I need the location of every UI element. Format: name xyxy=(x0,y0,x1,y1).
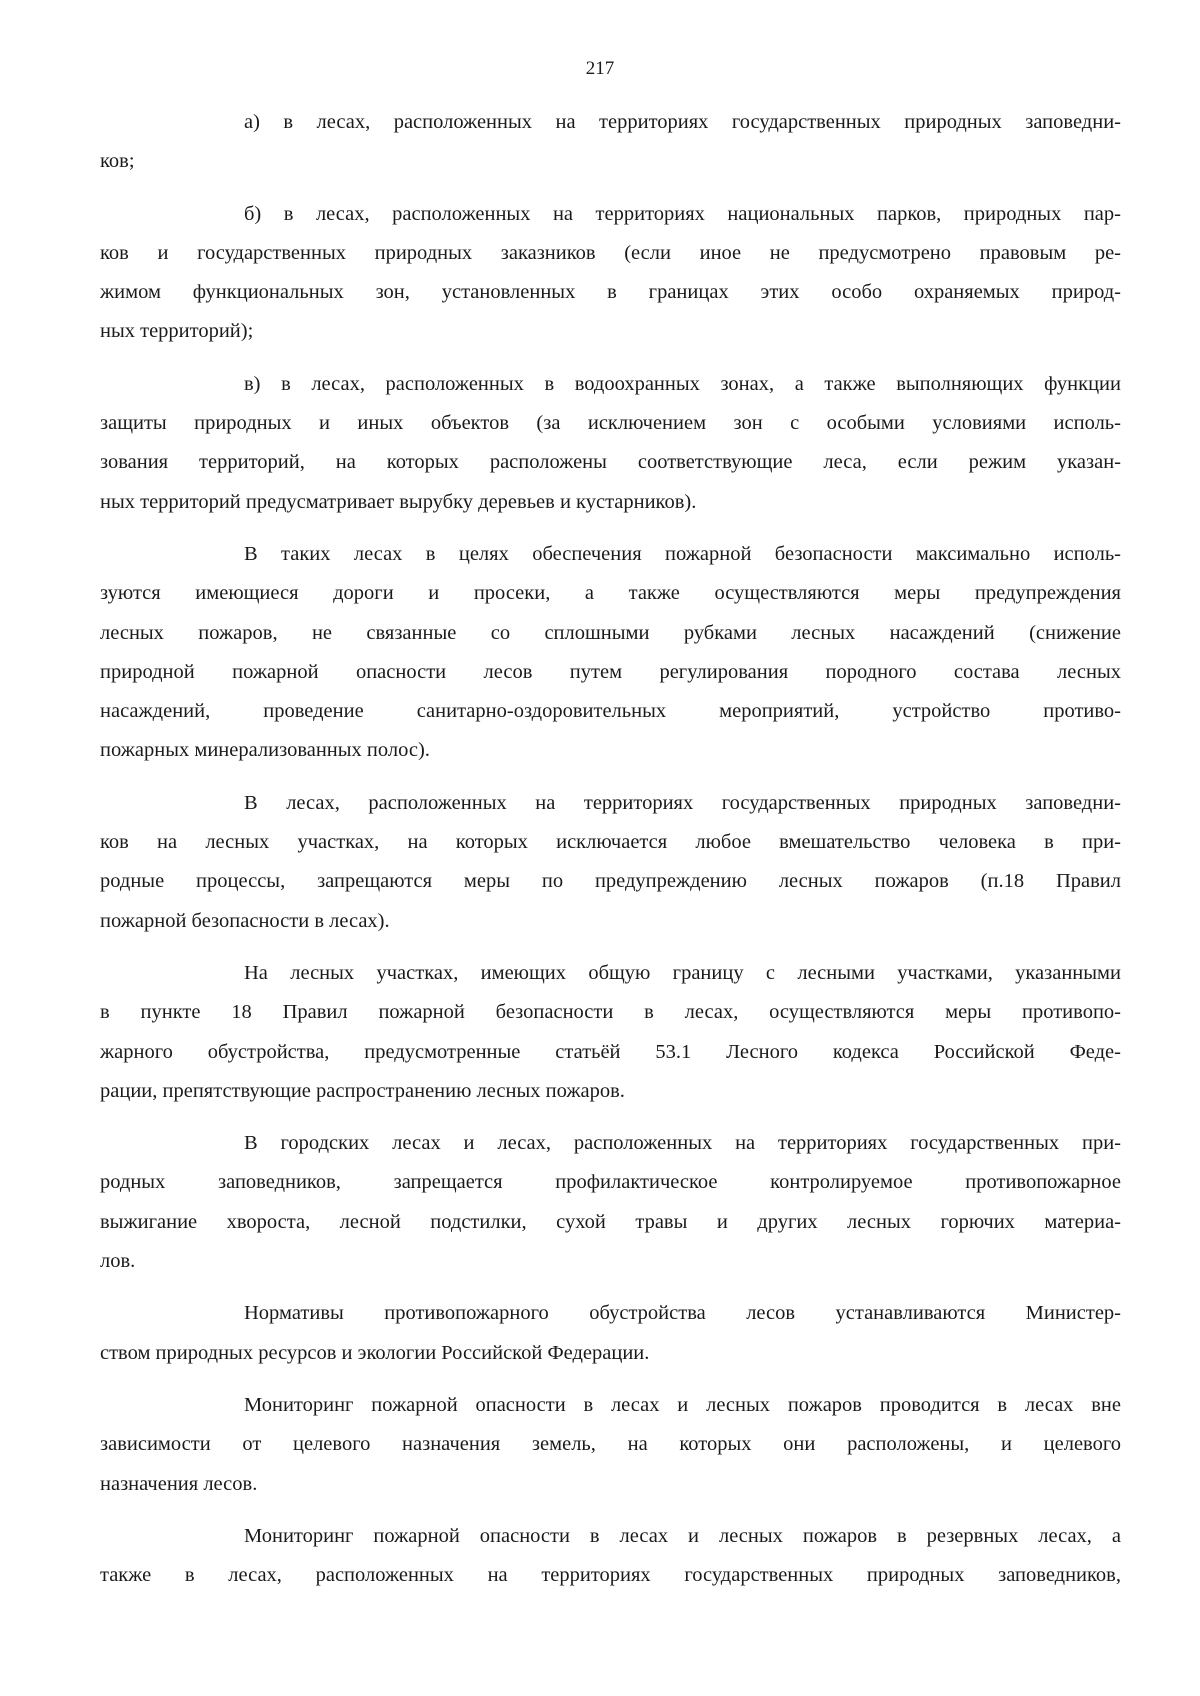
text-line: в пункте 18 Правил пожарной безопасности в лесах, осуществляются меры противопо- xyxy=(100,1001,1121,1024)
text-line: зуются имеющиеся дороги и просеки, а также осуществляются меры предупреждения xyxy=(100,582,1121,605)
text-line: пожарных минерализованных полос). xyxy=(100,739,430,762)
text-line: На лесных участках, имеющих общую границу с лесными участками, указанными xyxy=(244,961,1121,984)
text-line: а) в лесах, расположенных на территориях государственных природных заповедни- xyxy=(244,111,1121,133)
text-line: родных заповедников, запрещается профилактическое контролируемое противопожарное xyxy=(100,1171,1121,1194)
document-body xyxy=(100,103,1121,1595)
text-line: жимом функциональных зон, установленных в границах этих особо охраняемых природ- xyxy=(100,281,1121,304)
text-line: Мониторинг пожарной опасности в лесах и лесных пожаров проводится в лесах вне xyxy=(244,1393,1121,1416)
text-line: ков и государственных природных заказников (если иное не предусмотрено правовым ре- xyxy=(100,241,1121,264)
text-line: природной пожарной опасности лесов путем регулирования породного состава лесных xyxy=(100,660,1121,683)
paragraph-item-b xyxy=(100,195,1121,352)
paragraph-reserve-prohibition xyxy=(100,784,1121,941)
text-line: Нормативы противопожарного обустройства лесов устанавливаются Министер- xyxy=(244,1302,1121,1325)
paragraph-item-c xyxy=(100,365,1121,522)
paragraph-item-a xyxy=(100,103,1121,182)
paragraph-monitoring xyxy=(100,1386,1121,1504)
text-line: ством природных ресурсов и экологии Российской Федерации. xyxy=(100,1341,650,1364)
text-line: защиты природных и иных объектов (за исключением зон с особыми условиями исполь- xyxy=(100,412,1121,435)
text-line: ков на лесных участках, на которых исключается любое вмешательство человека в при- xyxy=(100,831,1121,854)
text-line: жарного обустройства, предусмотренные статьёй 53.1 Лесного кодекса Российской Феде- xyxy=(100,1040,1121,1063)
text-line: ков; xyxy=(100,150,135,173)
text-line: зования территорий, на которых расположены соответствующие леса, если режим указан- xyxy=(100,451,1121,474)
text-line: б) в лесах, расположенных на территориях национальных парков, природных пар- xyxy=(244,202,1121,225)
text-line: насаждений, проведение санитарно-оздоровительных мероприятий, устройство противо- xyxy=(100,700,1121,723)
text-line: в) в лесах, расположенных в водоохранных зонах, а также выполняющих функции xyxy=(244,372,1121,395)
text-line: также в лесах, расположенных на территориях государственных природных заповедников, xyxy=(100,1564,1121,1587)
text-line: В городских лесах и лесах, расположенных на территориях государственных при- xyxy=(244,1132,1121,1155)
text-line: лов. xyxy=(100,1250,136,1273)
paragraph-standards xyxy=(100,1294,1121,1373)
text-line: выжигание хвороста, лесной подстилки, сухой травы и других лесных горючих материа- xyxy=(100,1210,1121,1233)
text-line: рации, препятствующие распространению лесных пожаров. xyxy=(100,1079,625,1102)
paragraph-monitoring-reserve xyxy=(100,1517,1121,1596)
page-number: 217 xyxy=(585,58,615,79)
text-line: родные процессы, запрещаются меры по предупреждению лесных пожаров (п.18 Правил xyxy=(100,870,1121,893)
text-line: ных территорий); xyxy=(100,320,254,343)
text-line: пожарной безопасности в лесах). xyxy=(100,909,390,932)
text-line: В таких лесах в целях обеспечения пожарной безопасности максимально исполь- xyxy=(244,542,1121,565)
text-line: Мониторинг пожарной опасности в лесах и лесных пожаров в резервных лесах, а xyxy=(244,1524,1121,1547)
text-line: зависимости от целевого назначения земель, на которых они расположены, и целевого xyxy=(100,1433,1121,1456)
text-line: ных территорий предусматривает вырубку деревьев и кустарников). xyxy=(100,490,697,513)
text-line: назначения лесов. xyxy=(100,1472,258,1495)
text-line: В лесах, расположенных на территориях государственных природных заповедни- xyxy=(244,791,1121,814)
paragraph-fire-safety-measures xyxy=(100,535,1121,771)
text-line: лесных пожаров, не связанные со сплошными рубками лесных насаждений (снижение xyxy=(100,621,1121,644)
paragraph-border-plots xyxy=(100,954,1121,1111)
paragraph-urban-forests xyxy=(100,1124,1121,1281)
